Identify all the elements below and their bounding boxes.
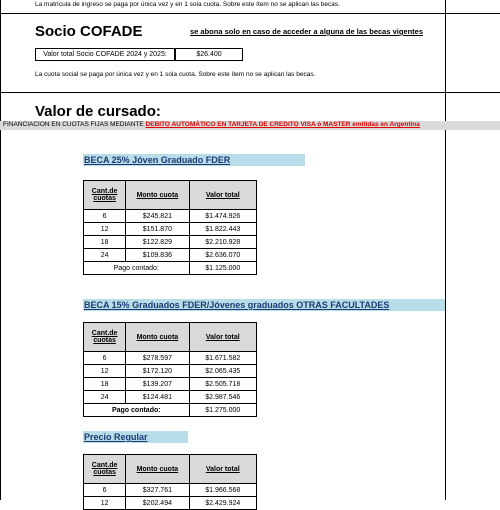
socio-side-note: se abona solo en caso de acceder a alguna de las becas vigentes — [190, 27, 424, 36]
contado-label: Pago contado: — [84, 404, 190, 417]
cell-valor: $2.505.718 — [189, 378, 256, 391]
cell-valor: $2.065.435 — [189, 365, 256, 378]
cell-valor: $1.822.443 — [189, 223, 256, 236]
contado-label: Pago contado: — [84, 262, 190, 275]
header-valor: Valor total — [189, 181, 256, 210]
table-row — [84, 223, 257, 236]
table-row — [84, 484, 257, 497]
cell-monto: $151.870 — [126, 223, 189, 236]
table-row — [84, 378, 257, 391]
cell-valor: $2.210.928 — [189, 236, 256, 249]
cell-valor: $2.987.546 — [189, 391, 256, 404]
header-cuotas: Cant.de cuotas — [84, 455, 126, 484]
cell-cuotas: 6 — [84, 352, 126, 365]
table2-title: BECA 15% Graduados FDER/Jóvenes graduados OTRAS FACULTADES — [84, 300, 390, 310]
socio-title: Socio COFADE — [35, 23, 143, 40]
table-row — [84, 210, 257, 223]
table-row — [84, 249, 257, 262]
table-row — [84, 236, 257, 249]
table2 — [83, 322, 257, 417]
table-row — [84, 365, 257, 378]
cell-cuotas: 18 — [84, 236, 126, 249]
contado-value: $1.125.000 — [189, 262, 256, 275]
finance-highlight: DEBITO AUTOMÁTICO EN TARJETA DE CREDITO VISA ó MASTER emitidas en Argentina — [145, 121, 420, 128]
table-row — [84, 497, 257, 510]
header-valor: Valor total — [189, 455, 256, 484]
cell-monto: $109.836 — [126, 249, 189, 262]
socio-value: $26.400 — [175, 48, 243, 61]
cell-cuotas: 12 — [84, 365, 126, 378]
cell-cuotas: 12 — [84, 223, 126, 236]
table1-title: BECA 25% Jóven Graduado FDER — [84, 155, 231, 165]
cursado-title: Valor de cursado: — [35, 103, 161, 120]
divider-1 — [0, 13, 500, 14]
cell-cuotas: 6 — [84, 484, 126, 497]
table1 — [83, 180, 257, 275]
header-monto: Monto cuota — [126, 323, 189, 352]
cell-valor: $2.429.924 — [189, 497, 256, 510]
cell-cuotas: 6 — [84, 210, 126, 223]
cell-valor: $1.966.568 — [189, 484, 256, 497]
table3 — [83, 454, 257, 510]
finance-prefix: FINANCIACION EN CUOTAS FIJAS MEDIANTE — [3, 121, 144, 128]
divider-2 — [0, 92, 500, 93]
cell-valor: $2.636.070 — [189, 249, 256, 262]
cell-cuotas: 24 — [84, 249, 126, 262]
cell-monto: $124.481 — [126, 391, 189, 404]
cell-cuotas: 18 — [84, 378, 126, 391]
cell-cuotas: 12 — [84, 497, 126, 510]
cell-monto: $139.207 — [126, 378, 189, 391]
cell-monto: $278.597 — [126, 352, 189, 365]
cell-monto: $245.821 — [126, 210, 189, 223]
cell-monto: $122.829 — [126, 236, 189, 249]
matricula-note: La matrícula de ingreso se paga por única vez y en 1 sola cuota. Sobre este ítem no se aplican las becas. — [35, 1, 340, 8]
table-row-contado — [84, 262, 257, 275]
cell-monto: $202.494 — [126, 497, 189, 510]
socio-note: La cuota social se paga por única vez y en 1 sola cuota. Sobre este ítem no se aplican las becas. — [35, 71, 316, 78]
cell-monto: $327.761 — [126, 484, 189, 497]
cell-cuotas: 24 — [84, 391, 126, 404]
socio-label: Valor total Socio COFADE 2024 y 2025: — [35, 48, 175, 61]
header-valor: Valor total — [189, 323, 256, 352]
cell-valor: $1.671.582 — [189, 352, 256, 365]
table-row — [84, 391, 257, 404]
header-monto: Monto cuota — [126, 455, 189, 484]
contado-value: $1.275.000 — [189, 404, 256, 417]
table-row-contado — [84, 404, 257, 417]
table3-title: Precio Regular — [84, 432, 148, 442]
header-monto: Monto cuota — [126, 181, 189, 210]
left-border — [0, 0, 1, 500]
header-cuotas: Cant.de cuotas — [84, 181, 126, 210]
cell-monto: $172.120 — [126, 365, 189, 378]
header-cuotas: Cant.de cuotas — [84, 323, 126, 352]
cell-valor: $1.474.926 — [189, 210, 256, 223]
finance-note — [3, 121, 420, 128]
right-border — [445, 0, 446, 500]
table-row — [84, 352, 257, 365]
